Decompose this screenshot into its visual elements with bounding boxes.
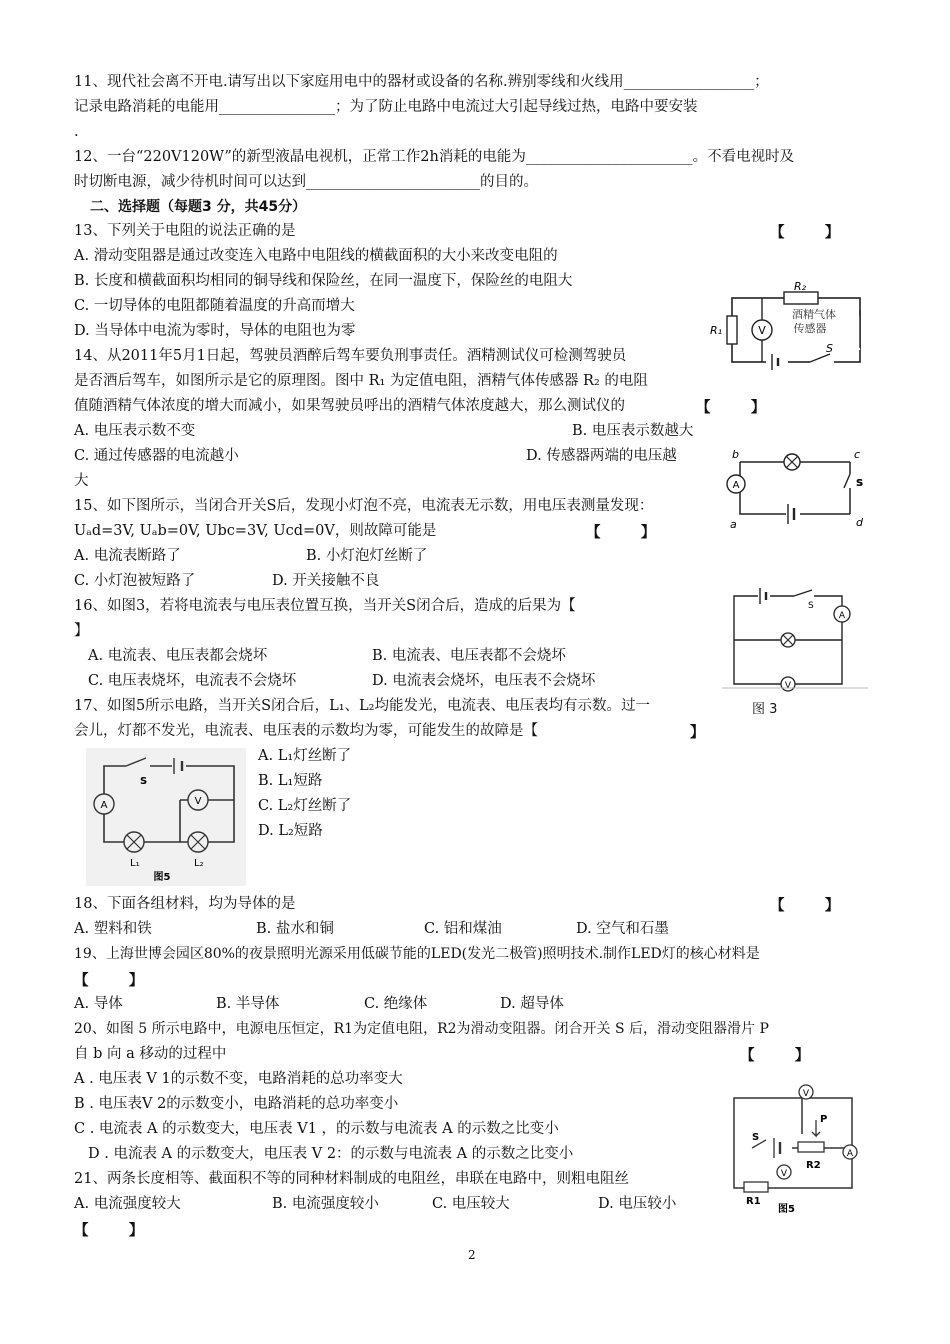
- fig3-voltmeter-label: V: [784, 681, 792, 691]
- fig5r-r2-label: R2: [806, 1160, 821, 1171]
- r2-label: R₂: [793, 280, 807, 293]
- q18-answer-bracket: 【 】: [770, 897, 840, 914]
- q19-option-c: C. 绝缘体: [364, 996, 428, 1012]
- fig5-voltmeter-label: V: [194, 796, 202, 807]
- q14-option-c: C. 通过传感器的电流越小: [74, 448, 239, 464]
- q20-line2: 自 b 向 a 移动的过程中: [74, 1046, 227, 1062]
- node-c-label: c: [854, 448, 861, 461]
- q16-option-c: C. 电压表烧坏，电流表不会烧坏: [88, 673, 297, 689]
- fig5r-v2-label: V: [780, 1169, 788, 1179]
- q11-line3: .: [74, 124, 79, 140]
- q20-option-d: D . 电流表 A 的示数变大，电压表 V 2：的示数与电流表 A 的示数之比变小: [88, 1146, 574, 1162]
- figure-3-caption: 图 3: [752, 702, 778, 717]
- q14-option-a: A. 电压表示数不变: [74, 423, 196, 439]
- voltmeter-label: V: [758, 324, 766, 337]
- q11-line1: 11、现代社会离不开电.请写出以下家庭用电中的器材或设备的名称.辨别零线和火线用__________________；: [74, 74, 769, 90]
- sensor-label-2: 传感器: [793, 322, 827, 335]
- q18-option-a: A. 塑料和铁: [74, 921, 152, 937]
- fig5r-p-label: P: [820, 1114, 828, 1125]
- q13-option-b: B. 长度和横截面积均相同的铜导线和保险丝，在同一温度下，保险丝的电阻大: [74, 273, 573, 289]
- fig5r-r1-label: R1: [746, 1196, 761, 1207]
- fig5r-v1-label: V: [802, 1089, 810, 1099]
- q15-circuit-figure: [722, 440, 872, 530]
- q13-stem: 13、下列关于电阻的说法正确的是: [74, 223, 296, 239]
- alcohol-tester-circuit-figure: [706, 280, 876, 372]
- q19-option-b: B. 半导体: [216, 996, 280, 1012]
- q21-option-a: A. 电流强度较大: [74, 1196, 181, 1212]
- fig5-ammeter-label: A: [100, 800, 108, 811]
- q16-line2: 】: [74, 623, 89, 639]
- q12-line2: 时切断电源，减少待机时间可以达到________________________的目的。: [74, 174, 538, 190]
- q15-option-d: D. 开关接触不良: [272, 573, 380, 589]
- q19-answer-bracket: 【 】: [74, 972, 144, 989]
- fig3-ammeter-label: A: [838, 611, 846, 621]
- q20-answer-bracket: 【 】: [740, 1047, 810, 1064]
- fig5r-ammeter-label: A: [846, 1149, 854, 1159]
- ammeter-label: A: [732, 480, 740, 491]
- node-d-label: d: [856, 516, 863, 529]
- q14-line1: 14、从2011年5月1日起，驾驶员酒醉后驾车要负刑事责任。酒精测试仪可检测驾驶员: [74, 348, 627, 364]
- node-a-label: a: [730, 518, 737, 530]
- q13-option-d: D. 当导体中电流为零时，导体的电阻也为零: [74, 323, 356, 339]
- switch-s-label: S: [826, 342, 833, 355]
- q20-option-c: C . 电流表 A 的示数变大，电压表 V1 ，的示数与电流表 A 的示数之比变小: [74, 1121, 559, 1137]
- fig3-switch-label: S: [808, 601, 814, 611]
- figure-5-circuit-right: [722, 1078, 862, 1218]
- q13-option-c: C. 一切导体的电阻都随着温度的升高而增大: [74, 298, 355, 314]
- q14-line2: 是否酒后驾车，如图所示是它的原理图。图中 R₁ 为定值电阻，酒精气体传感器 R₂ 的电阻: [74, 373, 648, 389]
- q21-answer-bracket: 【 】: [74, 1222, 144, 1239]
- q15-line2: Uₐd=3V, Uₐb=0V, Ubc=3V, Ucd=0V，则故障可能是: [74, 523, 437, 539]
- q19-line1: 19、上海世博会园区80%的夜景照明光源采用低碳节能的LED(发光二极管)照明技术.制作LED灯的核心材料是: [74, 946, 760, 962]
- node-b-label: b: [732, 448, 739, 461]
- q17-option-b: B. L₁短路: [258, 773, 323, 789]
- q21-option-c: C. 电压较大: [432, 1196, 510, 1212]
- page-number: 2: [468, 1248, 476, 1262]
- r1-label: R₁: [710, 324, 723, 337]
- q17-line2: 会儿，灯都不发光，电流表、电压表的示数均为零，可能发生的故障是【: [74, 723, 538, 739]
- q18-option-b: B. 盐水和铜: [256, 921, 334, 937]
- fig5-left-caption: 图5: [153, 872, 171, 883]
- q16-line1: 16、如图3，若将电流表与电压表位置互换，当开关S闭合后，造成的后果为【: [74, 598, 576, 614]
- fig5r-caption: 图5: [778, 1204, 795, 1215]
- q17-line1: 17、如图5所示电路，当开关S闭合后，L₁、L₂均能发光，电流表、电压表均有示数。过一: [74, 698, 650, 714]
- q21-stem: 21、两条长度相等、截面积不等的同种材料制成的电阻丝，串联在电路中，则粗电阻丝: [74, 1171, 629, 1187]
- q15-option-c: C. 小灯泡被短路了: [74, 573, 196, 589]
- section-2-heading: 二、选择题（每题3 分，共45分）: [90, 199, 307, 215]
- fig5-l1-label: L₁: [130, 858, 140, 869]
- q18-option-c: C. 铝和煤油: [424, 921, 502, 937]
- q15-option-b: B. 小灯泡灯丝断了: [306, 548, 428, 564]
- q21-option-d: D. 电压较小: [598, 1196, 677, 1212]
- q11-line2: 记录电路消耗的电能用________________；为了防止电路中电流过大引起导线过热，电路中要安装: [74, 99, 698, 115]
- fig5r-switch-label: S: [752, 1132, 760, 1143]
- q14-answer-bracket: 【 】: [696, 399, 766, 416]
- q17-answer-bracket-close: 】: [690, 724, 705, 741]
- q14-line3: 值随酒精气体浓度的增大而减小，如果驾驶员呼出的酒精气体浓度越大，那么测试仪的: [74, 398, 625, 414]
- figure-3-circuit: [722, 584, 872, 694]
- q15-option-a: A. 电流表断路了: [74, 548, 181, 564]
- sensor-label-1: 酒精气体: [792, 308, 836, 321]
- q16-option-b: B. 电流表、电压表都不会烧坏: [372, 648, 566, 664]
- q17-option-a: A. L₁灯丝断了: [258, 748, 352, 764]
- figure-5-circuit-left: [86, 748, 246, 886]
- q15-answer-bracket: 【 】: [586, 524, 656, 541]
- q14-option-b: B. 电压表示数越大: [572, 423, 694, 439]
- q13-option-a: A. 滑动变阻器是通过改变连入电路中电阻线的横截面积的大小来改变电阻的: [74, 248, 558, 264]
- q14-option-d: D. 传感器两端的电压越: [526, 448, 677, 464]
- switch-s-small-label: s: [856, 475, 864, 489]
- q15-line1: 15、如下图所示，当闭合开关S后，发现小灯泡不亮，电流表无示数，用电压表测量发现：: [74, 498, 654, 514]
- q18-option-d: D. 空气和石墨: [576, 921, 669, 937]
- q13-answer-bracket: 【 】: [770, 224, 840, 241]
- q18-stem: 18、下面各组材料，均为导体的是: [74, 896, 296, 912]
- q17-option-c: C. L₂灯丝断了: [258, 798, 352, 814]
- q17-option-d: D. L₂短路: [258, 823, 323, 839]
- q21-option-b: B. 电流强度较小: [272, 1196, 379, 1212]
- q16-option-d: D. 电流表会烧坏，电压表不会烧坏: [372, 673, 596, 689]
- q12-line1: 12、一台“220V120W”的新型液晶电视机，正常工作2h消耗的电能为_______________________。不看电视时及: [74, 149, 795, 165]
- q19-option-a: A. 导体: [74, 996, 123, 1012]
- q14-option-d-cont: 大: [74, 473, 89, 489]
- q16-option-a: A. 电流表、电压表都会烧坏: [88, 648, 268, 664]
- fig5-switch-label: S: [140, 776, 148, 787]
- q19-option-d: D. 超导体: [500, 996, 564, 1012]
- q20-option-b: B . 电压表V 2的示数变小，电路消耗的总功率变小: [74, 1096, 399, 1112]
- q20-line1: 20、如图 5 所示电路中，电源电压恒定，R1为定值电阻，R2为滑动变阻器。闭合开关 S 后，滑动变阻器滑片 P: [74, 1021, 769, 1037]
- q20-option-a: A . 电压表 V 1的示数不变，电路消耗的总功率变大: [74, 1071, 403, 1087]
- fig5-l2-label: L₂: [194, 858, 204, 869]
